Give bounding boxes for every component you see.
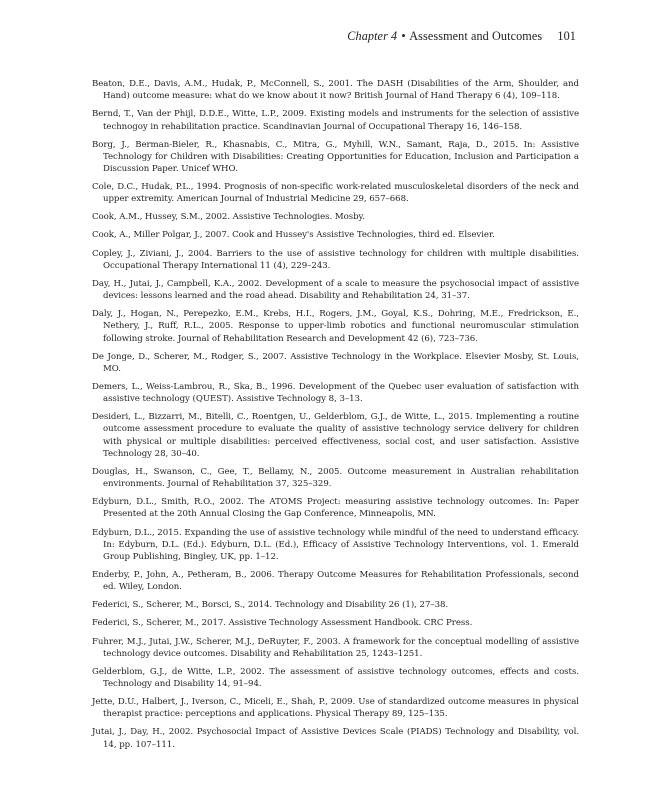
reference-item: Day, H., Jutai, J., Campbell, K.A., 2002. Development of a scale to measure the psychosocial impact of assistive devices: lessons learned and the road ahead. Disability and Rehabilitation 24, 31–37.: [92, 278, 579, 302]
reference-item: Bernd, T., Van der Phijl, D.D.E., Witte, L.P., 2009. Existing models and instruments for the selection of assistive technogoy in rehabilitation practice. Scandinavian Journal of Occupational Therapy 16, 146–158.: [92, 109, 579, 132]
reference-item: Federici, S., Scherer, M., 2017. Assistive Technology Assessment Handbook. CRC Press.: [92, 618, 473, 629]
reference-item: Cole, D.C., Hudak, P.L., 1994. Prognosis of non-specific work-related musculoskeletal disorders of the neck and upper extremity. American Journal of Industrial Medicine 29, 657–668.: [92, 182, 579, 205]
reference-item: Fuhrer, M.J., Jutai, J.W., Scherer, M.J., DeRuyter, F., 2003. A framework for the conceptual modelling of assistive technology device outcomes. Disability and Rehabilitation 25, 1243–1251.: [92, 636, 579, 659]
reference-item: Daly, J., Hogan, N., Perepezko, E.M., Krebs, H.I., Rogers, J.M., Goyal, K.S., Dohring, M.E., Fredrickson, E., Nethery, J., Ruff, R.L., 2005. Response to upper-limb robotics and functional neuromuscular stimulation following stroke. Journal of Rehabilitation Research and Development 42 (6), 723–736.: [92, 309, 579, 344]
reference-item: Gelderblom, G.J., de Witte, L.P., 2002. The assessment of assistive technology outcomes, effects and costs. Technology and Disability 14, 91–94.: [92, 666, 579, 690]
chapter-title: Assessment and Outcomes: [409, 29, 543, 43]
reference-item: Douglas, H., Swanson, C., Gee, T., Bellamy, N., 2005. Outcome measurement in Australian rehabilitation environments. Journal of Rehabilitation 37, 325–329.: [92, 466, 579, 490]
reference-item: Federici, S., Scherer, M., Borsci, S., 2014. Technology and Disability 26 (1), 27–38.: [92, 600, 449, 611]
reference-item: Enderby, P., John, A., Petheram, B., 2006. Therapy Outcome Measures for Rehabilitation Professionals, second ed. Wiley, London.: [92, 570, 579, 593]
reference-item: Borg, J., Berman-Bieler, R., Khasnabis, C., Mitra, G., Myhill, W.N., Samant, Raja, D., 2015. In: Assistive Technology for Children with Disabilities: Creating Opportunities for Education, Inclusion and Participation a Discussion Paper. Unicef WHO.: [92, 139, 579, 174]
running-header: [347, 29, 576, 44]
header-bullet: •: [401, 29, 406, 43]
chapter-label: Chapter 4: [347, 29, 398, 43]
reference-item: Jutai, J., Day, H., 2002. Psychosocial Impact of Assistive Devices Scale (PIADS) Technology and Disability, vol. 14, pp. 107–111.: [92, 727, 579, 750]
reference-item: De Jonge, D., Scherer, M., Rodger, S., 2007. Assistive Technology in the Workplace. Elsevier Mosby, St. Louis, MO.: [92, 351, 579, 374]
reference-item: Desideri, L., Bizzarri, M., Bitelli, C., Roentgen, U., Gelderblom, G.J., de Witte, L., 2015. Implementing a routine outcome assessment procedure to evaluate the quality of assistive technology service delivery for children with physical or multiple disabilities: perceived effectiveness, social cost, and user satisfaction. Assistive Technology 28, 30–40.: [92, 412, 579, 459]
page-number: 101: [557, 29, 576, 43]
reference-item: Edyburn, D.L., Smith, R.O., 2002. The ATOMS Project: measuring assistive technology outcomes. In: Paper Presented at the 20th Annual Closing the Gap Conference, Minneapolis, MN.: [92, 497, 579, 520]
reference-item: Beaton, D.E., Davis, A.M., Hudak, P., McConnell, S., 2001. The DASH (Disabilities of the Arm, Shoulder, and Hand) outcome measure: what do we know about it now? British Journal of Hand Therapy 6 (4), 109–118.: [92, 79, 579, 102]
reference-item: Cook, A., Miller Polgar, J., 2007. Cook and Hussey's Assistive Technologies, third ed. Elsevier.: [92, 230, 495, 241]
reference-item: Jette, D.U., Halbert, J., Iverson, C., Miceli, E., Shah, P., 2009. Use of standardized outcome measures in physical therapist practice: perceptions and applications. Physical Therapy 89, 125–135.: [92, 697, 579, 720]
reference-item: Copley, J., Ziviani, J., 2004. Barriers to the use of assistive technology for children with multiple disabilities. Occupational Therapy International 11 (4), 229–243.: [92, 248, 579, 271]
reference-list: [92, 78, 579, 757]
reference-item: Cook, A.M., Hussey, S.M., 2002. Assistive Technologies. Mosby.: [92, 212, 365, 223]
reference-item: Edyburn, D.L., 2015. Expanding the use of assistive technology while mindful of the need to understand efficacy. In: Edyburn, D.L. (Ed.). Edyburn, D.L. (Ed.), Efficacy of Assistive Technology Interventions, vol. 1. Emerald Group Publishing, Bingley, UK, pp. 1–12.: [92, 527, 579, 562]
reference-item: Demers, L., Weiss-Lambrou, R., Ska, B., 1996. Development of the Quebec user evaluation of satisfaction with assistive technology (QUEST). Assistive Technology 8, 3–13.: [92, 381, 579, 405]
